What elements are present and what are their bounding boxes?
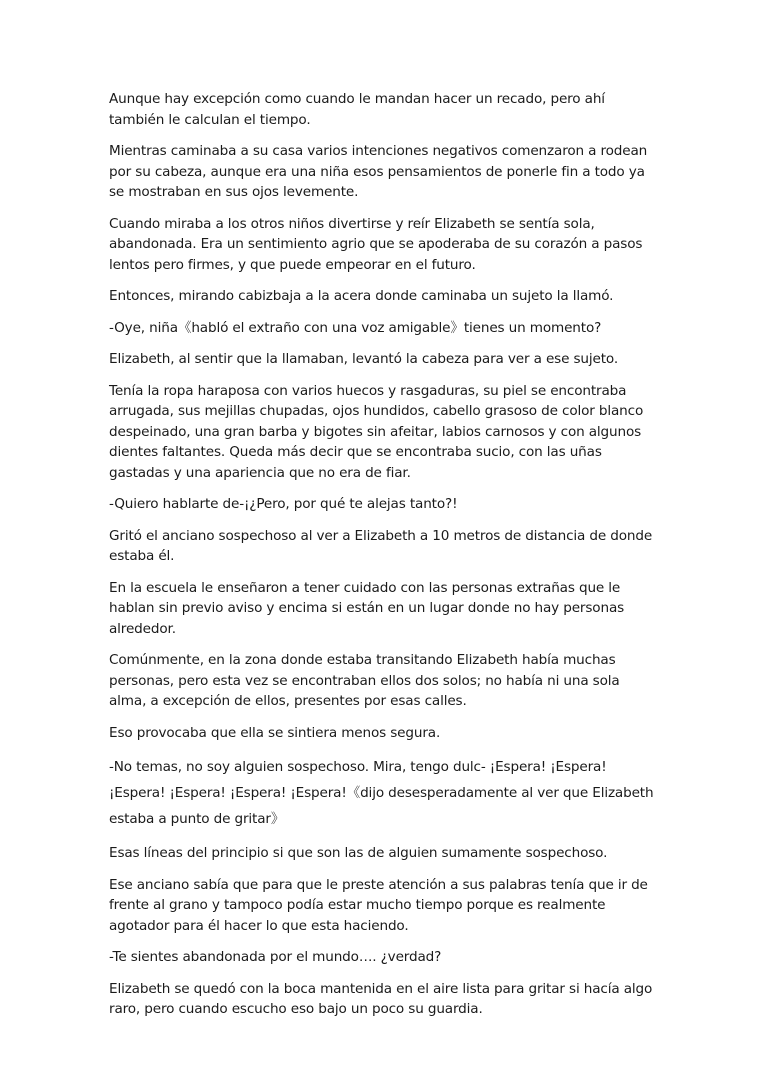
paragraph: Ese anciano sabía que para que le preste atención a sus palabras tenía que ir de frente al grano y tampoco podía estar mucho tiempo porque es realmente agotador para él hacer lo que esta haciendo. — [109, 876, 648, 934]
paragraph: -Oye, niña《habló el extraño con una voz amigable》tienes un momento? — [109, 319, 602, 336]
paragraph: Entonces, mirando cabizbaja a la acera donde caminaba un sujeto la llamó. — [109, 288, 614, 304]
paragraph: Eso provocaba que ella se sintiera menos segura. — [109, 724, 441, 741]
paragraph: Elizabeth se quedó con la boca mantenida en el aire lista para gritar si hacía algo raro, pero cuando escucho eso bajo un poco su guardia. — [109, 980, 653, 1017]
paragraph: -Quiero hablarte de-¡¿Pero, por qué te alejas tanto?! — [109, 496, 458, 512]
paragraph: Aunque hay excepción como cuando le mandan hacer un recado, pero ahí también le calculan el tiempo. — [109, 91, 605, 128]
paragraph: En la escuela le enseñaron a tener cuidado con las personas extrañas que le hablan sin previo aviso y encima si están en un lugar donde no hay personas alrededor. — [109, 579, 625, 637]
paragraph: Esas líneas del principio si que son las de alguien sumamente sospechoso. — [109, 845, 608, 861]
paragraph: Gritó el anciano sospechoso al ver a Elizabeth a 10 metros de distancia de donde estaba él. — [109, 527, 653, 564]
paragraph: Mientras caminaba a su casa varios intenciones negativos comenzaron a rodean por su cabeza, aunque era una niña esos pensamientos de ponerle fin a todo ya se mostraban en sus ojos levemente. — [109, 143, 648, 200]
paragraph: Elizabeth, al sentir que la llamaban, levantó la cabeza para ver a ese sujeto. — [109, 351, 618, 367]
paragraph: Tenía la ropa haraposa con varios huecos y rasgaduras, su piel se encontraba arrugada, sus mejillas chupadas, ojos hundidos, cabello grasoso de color blanco despeinado, una gran barba y bigotes sin afeitar, labios carnosos y con algunos dientes faltantes. Queda más decir que se encontraba sucio, con las uñas gastadas y una apariencia que no era de fiar. — [109, 382, 644, 481]
paragraph: Cuando miraba a los otros niños divertirse y reír Elizabeth se sentía sola, abandonada. Era un sentimiento agrio que se apoderaba de su corazón a pasos lentos pero firmes, y que puede empeorar en el futuro. — [109, 215, 643, 273]
paragraph: Comúnmente, en la zona donde estaba transitando Elizabeth había muchas personas, pero esta vez se encontraban ellos dos solos; no había ni una sola alma, a excepción de ellos, presentes por esas calles. — [109, 652, 620, 709]
paragraph: -No temas, no soy alguien sospechoso. Mira, tengo dulc- ¡Espera! ¡Espera! ¡Espera! ¡Espera! ¡Espera! ¡Espera!《dijo desesperadamente al ver que Elizabeth estaba a punto de gritar》 — [109, 759, 654, 827]
paragraph: -Te sientes abandonada por el mundo…. ¿verdad? — [109, 949, 442, 965]
document-body — [109, 89, 657, 1031]
